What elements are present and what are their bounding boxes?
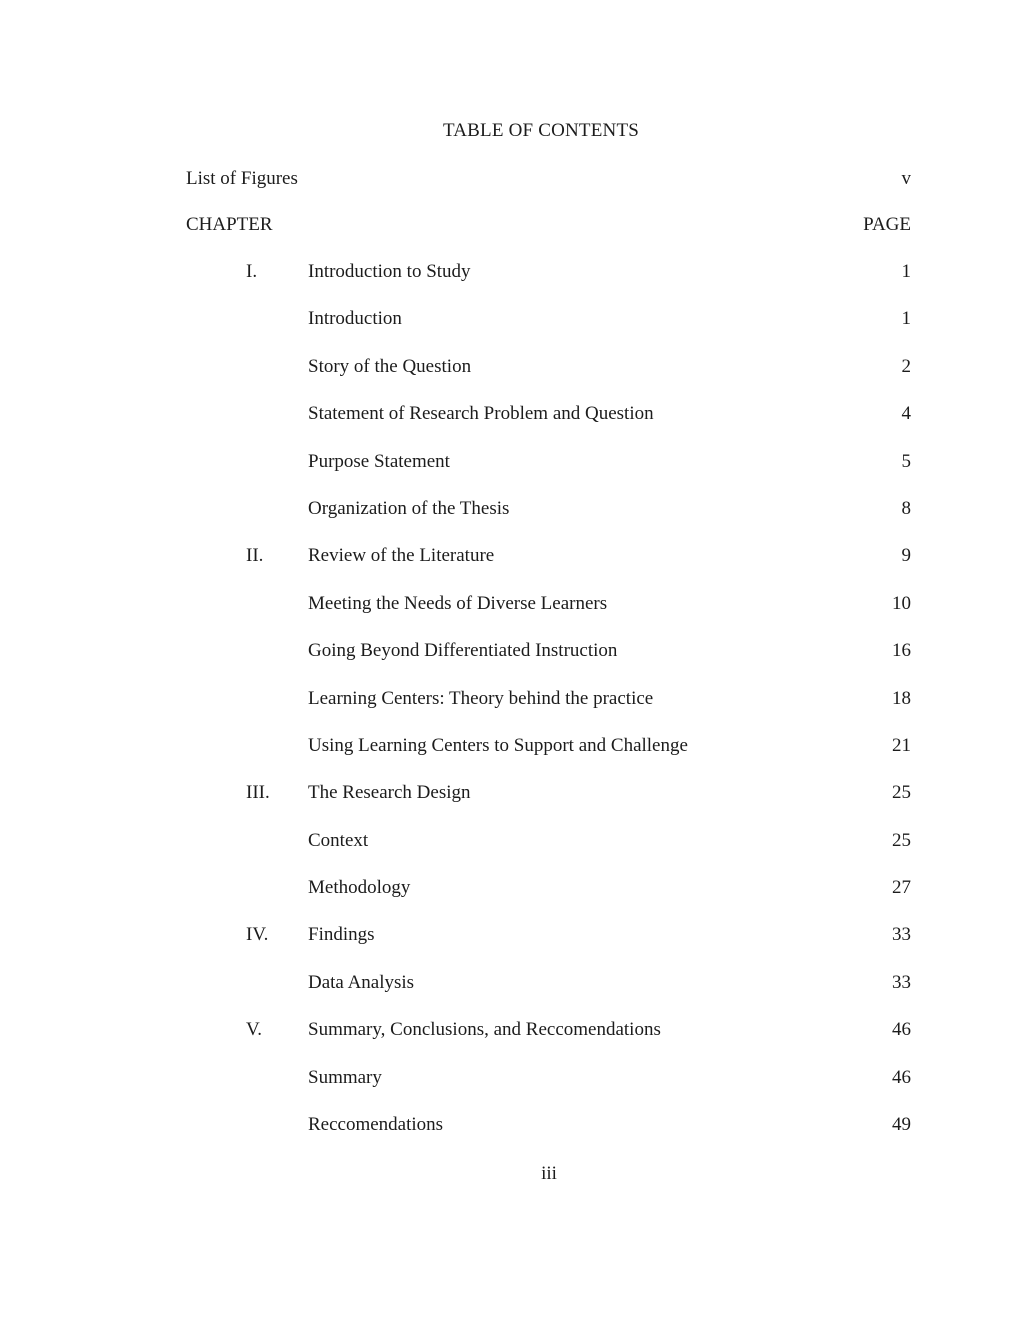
chapter-numeral: IV. (246, 924, 269, 946)
chapter-header: CHAPTER (186, 214, 273, 235)
toc-entry-page: 2 (901, 355, 911, 377)
toc-entry (0, 1114, 1024, 1161)
toc-entry-page: 9 (901, 545, 911, 567)
toc-entry-page: 1 (901, 308, 911, 330)
list-of-figures-page: v (901, 168, 911, 189)
toc-entry-page: 25 (892, 829, 911, 851)
toc-entry (0, 735, 1024, 782)
toc-entry (0, 1067, 1024, 1114)
toc-entry-page: 16 (892, 640, 911, 662)
toc-entry-page: 8 (901, 497, 911, 519)
toc-entry (0, 1019, 1024, 1066)
toc-entry (0, 640, 1024, 687)
page-folio: iii (541, 1163, 557, 1184)
toc-entry-page: 46 (892, 1019, 911, 1041)
toc-entry-title: Review of the Literature (308, 545, 495, 567)
toc-entry-title: Summary (308, 1066, 382, 1088)
toc-entry-title: Introduction to Study (308, 261, 471, 282)
toc-entry-page: 27 (892, 877, 911, 899)
list-of-figures-row (186, 168, 911, 190)
toc-entry-page: 1 (901, 261, 911, 282)
toc-entry (0, 356, 1024, 403)
column-headers (186, 214, 911, 236)
toc-entry-page: 5 (901, 450, 911, 472)
toc-entry (0, 877, 1024, 924)
toc-entry-title: Going Beyond Differentiated Instruction (308, 640, 618, 662)
toc-entry-title: Organization of the Thesis (308, 497, 510, 519)
toc-entry (0, 545, 1024, 592)
chapter-numeral: V. (246, 1019, 263, 1041)
toc-entry-page: 25 (892, 782, 911, 804)
list-of-figures-label: List of Figures (186, 168, 298, 189)
toc-entry-page: 21 (892, 734, 911, 756)
toc-entry-page: 33 (892, 924, 911, 946)
toc-entry-title: Summary, Conclusions, and Reccomendations (308, 1019, 661, 1041)
toc-entry (0, 830, 1024, 877)
toc-entry (0, 924, 1024, 971)
toc-entry (0, 498, 1024, 545)
page-header: PAGE (863, 214, 911, 235)
toc-entry-title: The Research Design (308, 782, 471, 804)
toc-entry-title: Context (308, 829, 369, 851)
chapter-numeral: III. (246, 782, 270, 804)
toc-entry (0, 403, 1024, 450)
toc-entry-page: 33 (892, 971, 911, 993)
toc-entry-title: Meeting the Needs of Diverse Learners (308, 592, 608, 614)
toc-entry-page: 46 (892, 1066, 911, 1088)
toc-entry-page: 10 (892, 592, 911, 614)
toc-entry (0, 593, 1024, 640)
toc-entry (0, 782, 1024, 829)
toc-entry-title: Data Analysis (308, 971, 415, 993)
toc-entry-title: Methodology (308, 877, 411, 899)
toc-entry-title: Purpose Statement (308, 450, 450, 472)
toc-entry-title: Statement of Research Problem and Question (308, 403, 654, 425)
toc-entry (0, 688, 1024, 735)
toc-entry-title: Learning Centers: Theory behind the practice (308, 687, 654, 709)
toc-entry-title: Findings (308, 924, 375, 946)
toc-entry-page: 49 (892, 1114, 911, 1136)
chapter-numeral: I. (246, 261, 258, 282)
toc-entry-title: Using Learning Centers to Support and Challenge (308, 734, 688, 756)
toc-entry-title: Reccomendations (308, 1114, 444, 1136)
toc-entry-page: 18 (892, 687, 911, 709)
toc-entry-page: 4 (901, 403, 911, 425)
toc-entry (0, 972, 1024, 1019)
toc-entry-list (0, 261, 1024, 1161)
toc-entry-title: Story of the Question (308, 355, 472, 377)
chapter-numeral: II. (246, 545, 264, 567)
toc-entry (0, 261, 1024, 308)
toc-entry-title: Introduction (308, 308, 402, 330)
page-title: TABLE OF CONTENTS (442, 120, 640, 141)
toc-entry (0, 308, 1024, 355)
toc-entry (0, 451, 1024, 498)
